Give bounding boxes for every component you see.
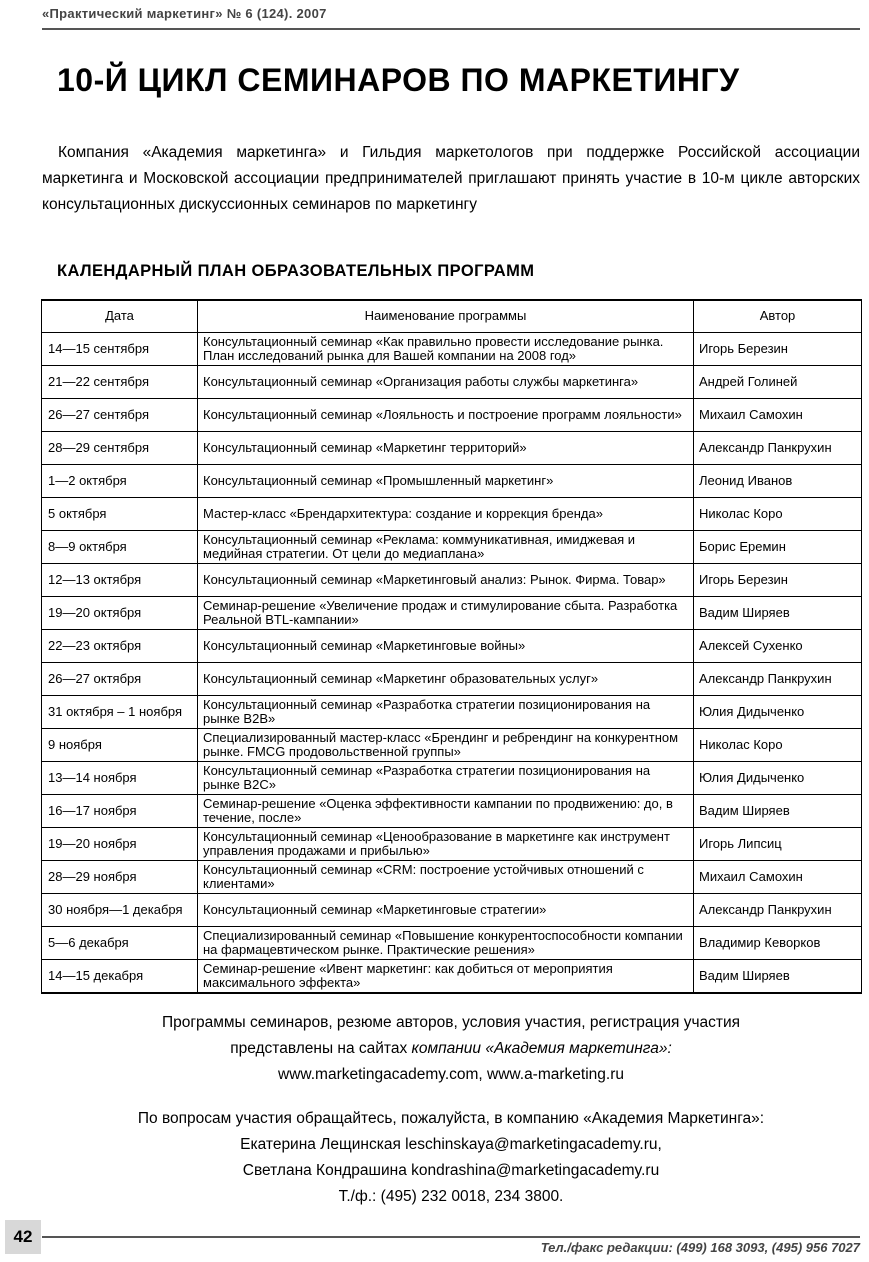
cell-program: Консультационный семинар «Реклама: коммуникативная, имиджевая и медийная стратегии. От цели до медиаплана»: [198, 531, 694, 564]
cell-date: 26—27 сентября: [42, 399, 198, 432]
cell-author: Алексей Сухенко: [694, 630, 862, 663]
info-block: [42, 1010, 860, 1088]
table-row: [42, 828, 862, 861]
table-row: [42, 960, 862, 994]
cell-date: 26—27 октября: [42, 663, 198, 696]
cell-author: Михаил Самохин: [694, 399, 862, 432]
contact-person-2: Светлана Кондрашина kondrashina@marketingacademy.ru: [242, 1162, 660, 1179]
cell-program: Консультационный семинар «Маркетинговые стратегии»: [198, 894, 694, 927]
cell-author: Юлия Дидыченко: [694, 696, 862, 729]
table-row: [42, 498, 862, 531]
table-row: [42, 432, 862, 465]
table-row: [42, 597, 862, 630]
cell-author: Борис Еремин: [694, 531, 862, 564]
contact-phone: Т./ф.: (495) 232 0018, 234 3800.: [338, 1188, 564, 1205]
cell-author: Вадим Ширяев: [694, 960, 862, 994]
cell-program: Консультационный семинар «Ценообразование в маркетинге как инструмент управления продажами и прибылью»: [198, 828, 694, 861]
section-title: КАЛЕНДАРНЫЙ ПЛАН ОБРАЗОВАТЕЛЬНЫХ ПРОГРАММ: [57, 262, 535, 280]
footer-rule: [42, 1236, 860, 1238]
cell-date: 1—2 октября: [42, 465, 198, 498]
cell-author: Леонид Иванов: [694, 465, 862, 498]
cell-date: 9 ноября: [42, 729, 198, 762]
cell-program: Консультационный семинар «Маркетинг образовательных услуг»: [198, 663, 694, 696]
table-row: [42, 333, 862, 366]
cell-author: Вадим Ширяев: [694, 597, 862, 630]
schedule-table-body: [42, 333, 862, 994]
info-line-2-italic: компании «Академия маркетинга»:: [411, 1040, 672, 1057]
contacts-block: [42, 1106, 860, 1210]
table-row: [42, 663, 862, 696]
header-rule: [42, 28, 860, 30]
table-row: [42, 564, 862, 597]
table-row: [42, 927, 862, 960]
cell-program: Консультационный семинар «Маркетинговый анализ: Рынок. Фирма. Товар»: [198, 564, 694, 597]
cell-date: 19—20 октября: [42, 597, 198, 630]
table-row: [42, 399, 862, 432]
table-header-row: [42, 300, 862, 333]
cell-program: Семинар-решение «Ивент маркетинг: как добиться от мероприятия максимального эффекта»: [198, 960, 694, 994]
table-row: [42, 795, 862, 828]
cell-date: 19—20 ноября: [42, 828, 198, 861]
table-row: [42, 696, 862, 729]
cell-program: Консультационный семинар «Маркетинговые войны»: [198, 630, 694, 663]
cell-date: 28—29 сентября: [42, 432, 198, 465]
cell-program: Консультационный семинар «Маркетинг территорий»: [198, 432, 694, 465]
cell-program: Консультационный семинар «Разработка стратегии позиционирования на рынке B2C»: [198, 762, 694, 795]
cell-date: 5—6 декабря: [42, 927, 198, 960]
contact-person-1: Екатерина Лещинская leschinskaya@marketingacademy.ru,: [240, 1136, 662, 1153]
cell-date: 12—13 октября: [42, 564, 198, 597]
cell-program: Консультационный семинар «Лояльность и построение программ лояльности»: [198, 399, 694, 432]
info-line-1: Программы семинаров, резюме авторов, условия участия, регистрация участия: [161, 1014, 741, 1031]
cell-program: Семинар-решение «Оценка эффективности кампании по продвижению: до, в течение, после»: [198, 795, 694, 828]
info-line-2: [42, 1036, 860, 1062]
info-line-2-plain: представлены на сайтах: [230, 1040, 412, 1057]
cell-author: Михаил Самохин: [694, 861, 862, 894]
cell-date: 8—9 октября: [42, 531, 198, 564]
editorial-phones: Тел./факс редакции: (499) 168 3093, (495) 956 7027: [540, 1240, 860, 1255]
table-row: [42, 630, 862, 663]
table-row: [42, 531, 862, 564]
table-row: [42, 366, 862, 399]
cell-author: Игорь Липсиц: [694, 828, 862, 861]
column-header-date: Дата: [42, 300, 198, 333]
contacts-line-1: По вопросам участия обращайтесь, пожалуйста, в компанию «Академия Маркетинга»:: [137, 1110, 765, 1127]
cell-program: Консультационный семинар «CRM: построение устойчивых отношений с клиентами»: [198, 861, 694, 894]
cell-date: 16—17 ноября: [42, 795, 198, 828]
cell-date: 5 октября: [42, 498, 198, 531]
column-header-author: Автор: [694, 300, 862, 333]
cell-program: Специализированный мастер-класс «Брендинг и ребрендинг на конкурентном рынке. FMCG продовольственной группы»: [198, 729, 694, 762]
cell-author: Николас Коро: [694, 498, 862, 531]
cell-date: 22—23 октября: [42, 630, 198, 663]
cell-author: Игорь Березин: [694, 333, 862, 366]
table-row: [42, 861, 862, 894]
table-row: [42, 465, 862, 498]
intro-paragraph: Компания «Академия маркетинга» и Гильдия маркетологов при поддержке Российской ассоциации маркетинга и Московской ассоциации предпринимателей приглашают принять участие в 10-м цикле авторских консультационных дискуссионных семинаров по маркетингу: [42, 144, 860, 213]
cell-author: Андрей Голиней: [694, 366, 862, 399]
cell-program: Консультационный семинар «Организация работы службы маркетинга»: [198, 366, 694, 399]
column-header-program: Наименование программы: [198, 300, 694, 333]
page-title: 10-Й ЦИКЛ СЕМИНАРОВ ПО МАРКЕТИНГУ: [57, 62, 740, 98]
cell-program: Консультационный семинар «Разработка стратегии позиционирования на рынке B2B»: [198, 696, 694, 729]
cell-author: Вадим Ширяев: [694, 795, 862, 828]
table-row: [42, 729, 862, 762]
cell-author: Игорь Березин: [694, 564, 862, 597]
cell-program: Специализированный семинар «Повышение конкурентоспособности компании на фармацевтическом рынке. Практические решения»: [198, 927, 694, 960]
cell-author: Александр Панкрухин: [694, 663, 862, 696]
cell-date: 21—22 сентября: [42, 366, 198, 399]
cell-date: 30 ноября—1 декабря: [42, 894, 198, 927]
table-row: [42, 894, 862, 927]
cell-program: Консультационный семинар «Промышленный маркетинг»: [198, 465, 694, 498]
cell-program: Семинар-решение «Увеличение продаж и стимулирование сбыта. Разработка Реальной BTL-кампании»: [198, 597, 694, 630]
cell-program: Консультационный семинар «Как правильно провести исследование рынка. План исследований рынка для Вашей компании на 2008 год»: [198, 333, 694, 366]
cell-date: 14—15 декабря: [42, 960, 198, 994]
cell-program: Мастер-класс «Брендархитектура: создание и коррекция бренда»: [198, 498, 694, 531]
cell-date: 13—14 ноября: [42, 762, 198, 795]
table-row: [42, 762, 862, 795]
cell-author: Николас Коро: [694, 729, 862, 762]
cell-date: 31 октября – 1 ноября: [42, 696, 198, 729]
cell-author: Александр Панкрухин: [694, 894, 862, 927]
running-header: «Практический маркетинг» № 6 (124). 2007: [42, 6, 327, 21]
schedule-table: [41, 299, 862, 994]
cell-date: 28—29 ноября: [42, 861, 198, 894]
page-number: 42: [5, 1220, 41, 1254]
cell-author: Юлия Дидыченко: [694, 762, 862, 795]
info-websites: www.marketingacademy.com, www.a-marketing.ru: [278, 1066, 624, 1083]
cell-date: 14—15 сентября: [42, 333, 198, 366]
cell-author: Владимир Кеворков: [694, 927, 862, 960]
cell-author: Александр Панкрухин: [694, 432, 862, 465]
